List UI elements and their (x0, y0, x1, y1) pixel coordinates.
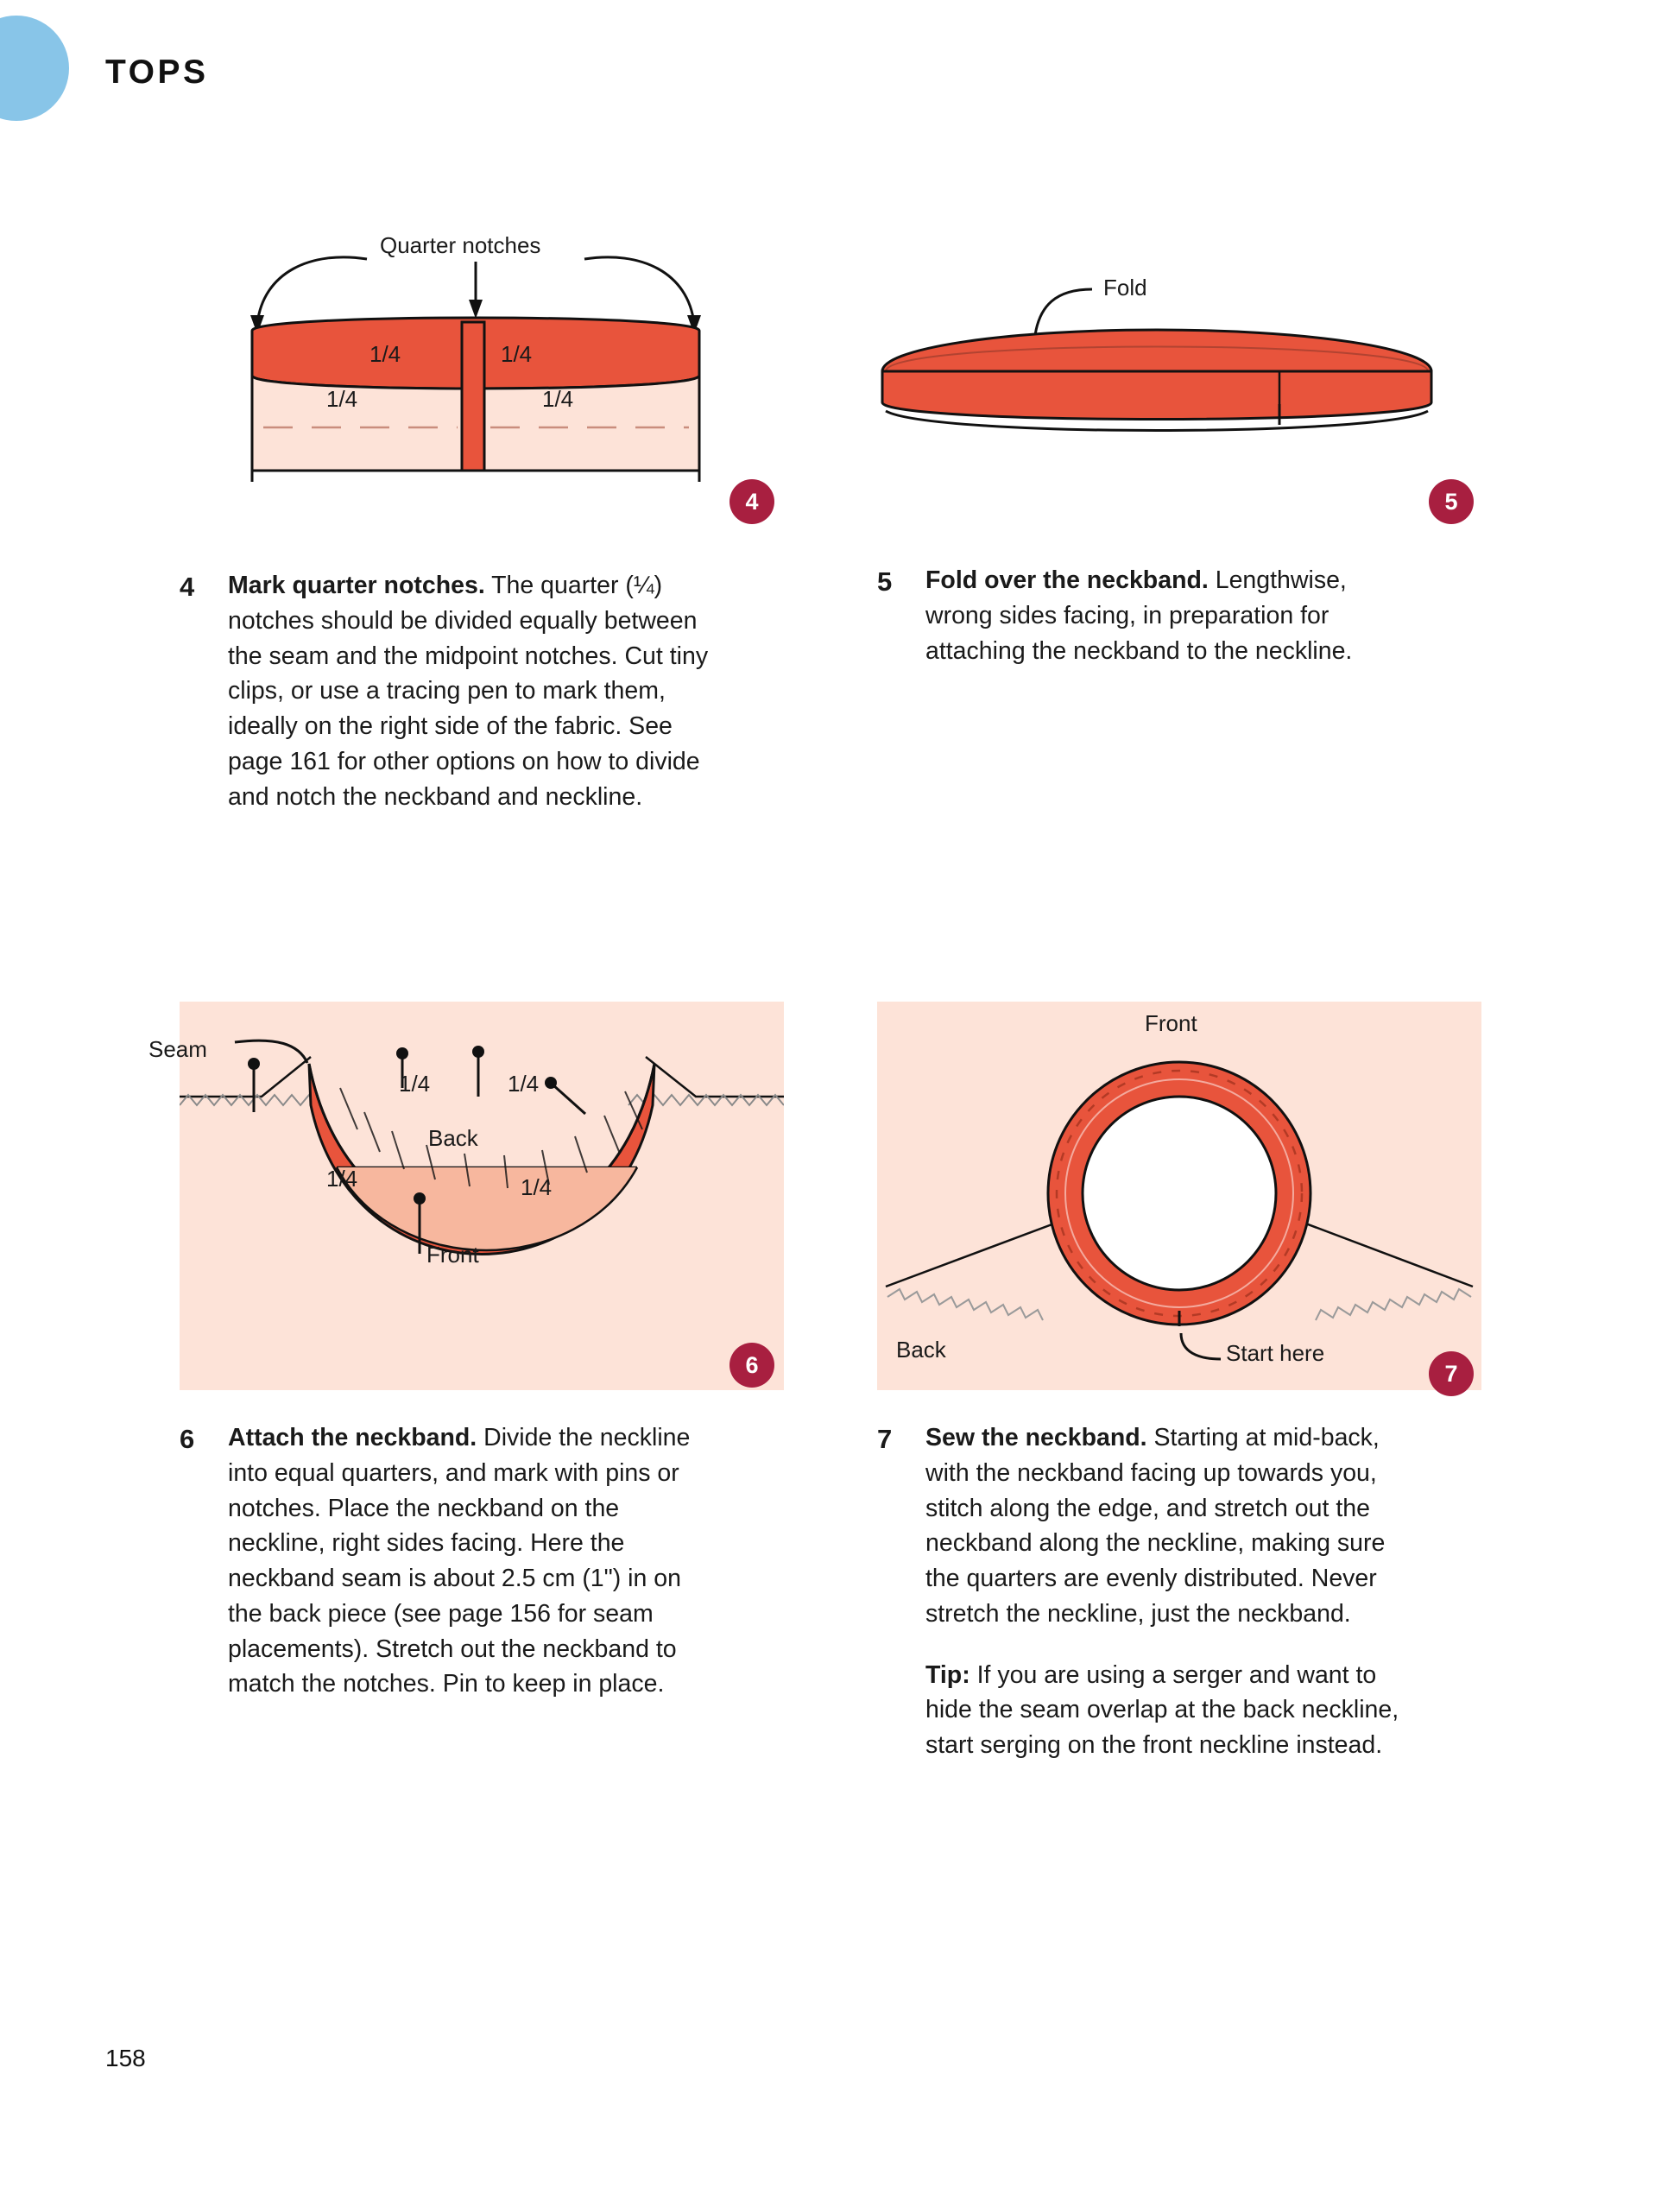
figure-6-fraction-right: 1/4 (521, 1174, 553, 1200)
step-7-number: 7 (877, 1424, 893, 1454)
figure-6-fraction-left: 1/4 (326, 1166, 358, 1192)
figure-5-neckband-folded (855, 259, 1494, 535)
step-4-description: The quarter (¼) notches should be divided equally between the seam and the midpoint notches. Cut tiny clips, or use a tracing pen to mark them, ideally on the right side of the fabric. See page 161 for other options on how to divide and notch the neckband and neckline. (228, 572, 709, 811)
step-5-description: Lengthwise, wrong sides facing, in preparation for attaching the neckband to the neckline. (925, 566, 1353, 665)
figure-5-fold-label: Fold (1103, 275, 1147, 300)
figure-5-illustration (855, 259, 1494, 535)
figure-4-fraction-bottom-right: 1/4 (542, 386, 574, 412)
step-7-tip (925, 1658, 1412, 1763)
figure-7-illustration (877, 1002, 1481, 1390)
figure-4-neckband-flat (155, 220, 794, 548)
step-4-text (180, 568, 723, 814)
step-4-body (228, 568, 723, 814)
figure-6-step-badge: 6 (729, 1343, 774, 1388)
figure-4-fraction-bottom-left: 1/4 (326, 386, 358, 412)
figure-4-fraction-top-left: 1/4 (369, 341, 401, 367)
figure-4-quarter-notches-label: Quarter notches (380, 232, 541, 258)
figure-7-front-label: Front (1145, 1010, 1197, 1036)
step-4-number: 4 (180, 572, 195, 602)
figure-6-fraction-top-left: 1/4 (399, 1071, 431, 1097)
figure-4-illustration (155, 220, 794, 548)
figure-6-fraction-top-right: 1/4 (508, 1071, 540, 1097)
step-7-tip-text: If you are using a serger and want to hide the seam overlap at the back neckline, start serging on the front neckline instead. (925, 1660, 1399, 1759)
figure-4-fraction-top-right: 1/4 (501, 341, 533, 367)
step-7-body (925, 1420, 1412, 1632)
step-6-text (180, 1420, 715, 1702)
figure-7-start-here-label: Start here (1226, 1340, 1325, 1366)
step-5-number: 5 (877, 566, 893, 597)
step-4-title: Mark quarter notches. (228, 572, 485, 599)
step-6-description: Divide the neckline into equal quarters, and mark with pins or notches. Place the neckband on the neckline, right sides facing. Here the neckband seam is about 2.5 cm (1") in on the back piece (see page 156 for seam placements). Stretch out the neckband to match the notches. Pin to keep in place. (228, 1424, 691, 1698)
page-number: 158 (105, 2045, 146, 2071)
step-7-description: Starting at mid-back, with the neckband facing up towards you, stitch along the edge, and stretch out the neckband along the neckline, making sure the quarters are evenly distributed. Never stretch the neckline, just the neckband. (925, 1424, 1386, 1628)
figure-5-step-badge: 5 (1429, 479, 1474, 524)
figure-6-back-label: Back (428, 1125, 478, 1151)
figure-7-sew-neckband (877, 1002, 1481, 1390)
step-5-body (925, 563, 1395, 668)
figure-7-step-badge: 7 (1429, 1351, 1474, 1396)
step-5-title: Fold over the neckband. (925, 566, 1209, 594)
step-5-text (877, 563, 1395, 668)
step-7-text (877, 1420, 1412, 1763)
figure-7-back-label: Back (896, 1337, 946, 1363)
figure-6-seam-leader (224, 1023, 345, 1084)
step-6-body (228, 1420, 715, 1702)
step-6-title: Attach the neckband. (228, 1424, 477, 1451)
page-title: TOPS (105, 54, 209, 91)
step-7-tip-label: Tip: (925, 1660, 970, 1689)
step-6-number: 6 (180, 1424, 195, 1454)
figure-6-seam-label: Seam (148, 1036, 207, 1062)
figure-4-step-badge: 4 (729, 479, 774, 524)
header-decorative-dot (0, 16, 69, 121)
step-7-title: Sew the neckband. (925, 1424, 1147, 1451)
figure-6-front-label: Front (426, 1242, 479, 1268)
